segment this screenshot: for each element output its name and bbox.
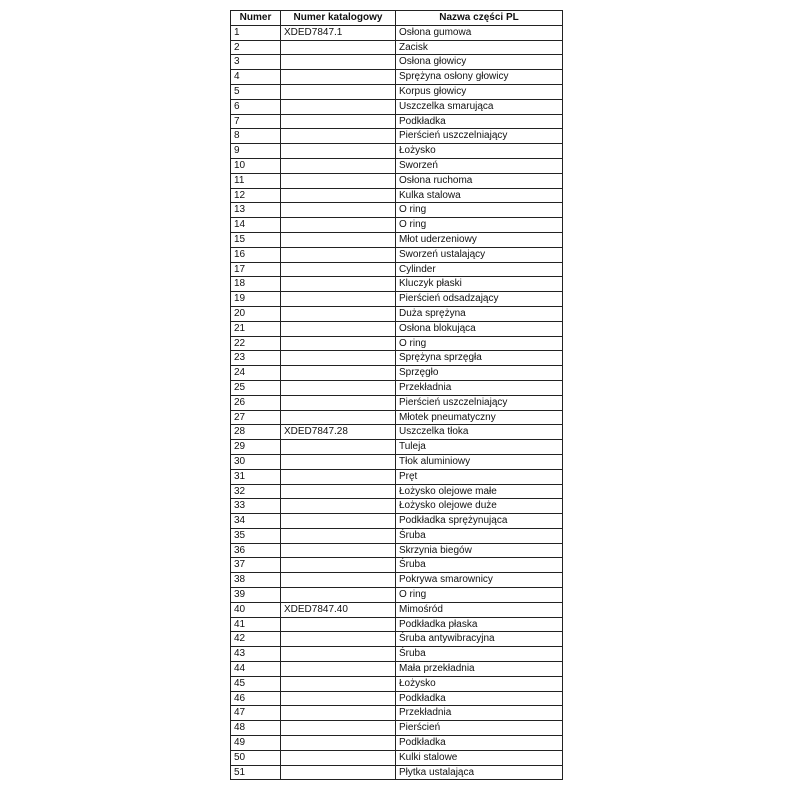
row-number: 29	[231, 440, 281, 455]
row-number: 19	[231, 292, 281, 307]
table-row	[231, 440, 563, 455]
part-name: Podkładka płaska	[396, 617, 563, 632]
part-name: Uszczelka smarująca	[396, 99, 563, 114]
table-row	[231, 484, 563, 499]
table-row	[231, 188, 563, 203]
row-number: 45	[231, 676, 281, 691]
catalog-number	[281, 232, 396, 247]
part-name: Pierścień uszczelniający	[396, 129, 563, 144]
part-name: Duża sprężyna	[396, 306, 563, 321]
table-row	[231, 543, 563, 558]
table-row	[231, 454, 563, 469]
part-name: Pierścień odsadzający	[396, 292, 563, 307]
row-number: 7	[231, 114, 281, 129]
row-number: 35	[231, 528, 281, 543]
part-name: O ring	[396, 588, 563, 603]
row-number: 49	[231, 736, 281, 751]
table-row	[231, 395, 563, 410]
part-name: Tłok aluminiowy	[396, 454, 563, 469]
table-row	[231, 736, 563, 751]
part-name: O ring	[396, 218, 563, 233]
row-number: 4	[231, 70, 281, 85]
part-name: Mała przekładnia	[396, 662, 563, 677]
catalog-number: XDED7847.1	[281, 25, 396, 40]
row-number: 37	[231, 558, 281, 573]
part-name: Podkładka	[396, 114, 563, 129]
row-number: 22	[231, 336, 281, 351]
part-name: Podkładka	[396, 691, 563, 706]
table-row	[231, 351, 563, 366]
catalog-number	[281, 750, 396, 765]
part-name: Tuleja	[396, 440, 563, 455]
table-row	[231, 321, 563, 336]
table-row	[231, 750, 563, 765]
catalog-number	[281, 129, 396, 144]
table-row	[231, 765, 563, 780]
table-row	[231, 676, 563, 691]
table-row	[231, 366, 563, 381]
row-number: 50	[231, 750, 281, 765]
catalog-number	[281, 573, 396, 588]
part-name: Podkładka	[396, 736, 563, 751]
row-number: 17	[231, 262, 281, 277]
catalog-number	[281, 40, 396, 55]
table-row	[231, 232, 563, 247]
part-name: Osłona ruchoma	[396, 173, 563, 188]
row-number: 43	[231, 647, 281, 662]
table-row	[231, 306, 563, 321]
row-number: 44	[231, 662, 281, 677]
table-row	[231, 203, 563, 218]
catalog-number	[281, 366, 396, 381]
part-name: Uszczelka tłoka	[396, 425, 563, 440]
catalog-number	[281, 691, 396, 706]
catalog-number	[281, 484, 396, 499]
table-row	[231, 647, 563, 662]
row-number: 6	[231, 99, 281, 114]
row-number: 21	[231, 321, 281, 336]
catalog-number	[281, 306, 396, 321]
row-number: 51	[231, 765, 281, 780]
row-number: 10	[231, 158, 281, 173]
catalog-number	[281, 543, 396, 558]
catalog-number	[281, 84, 396, 99]
catalog-number	[281, 203, 396, 218]
part-name: Łożysko	[396, 676, 563, 691]
part-name: Kulka stalowa	[396, 188, 563, 203]
row-number: 30	[231, 454, 281, 469]
part-name: Mimośród	[396, 602, 563, 617]
table-row	[231, 114, 563, 129]
row-number: 41	[231, 617, 281, 632]
part-name: Kluczyk płaski	[396, 277, 563, 292]
catalog-number	[281, 676, 396, 691]
part-name: Śruba	[396, 647, 563, 662]
row-number: 3	[231, 55, 281, 70]
table-row	[231, 558, 563, 573]
catalog-number	[281, 144, 396, 159]
table-row	[231, 173, 563, 188]
part-name: Płytka ustalająca	[396, 765, 563, 780]
catalog-number	[281, 70, 396, 85]
catalog-number	[281, 247, 396, 262]
part-name: Śruba	[396, 558, 563, 573]
header-row	[231, 11, 563, 26]
row-number: 14	[231, 218, 281, 233]
part-name: Podkładka sprężynująca	[396, 514, 563, 529]
row-number: 1	[231, 25, 281, 40]
row-number: 27	[231, 410, 281, 425]
row-number: 24	[231, 366, 281, 381]
catalog-number	[281, 188, 396, 203]
row-number: 31	[231, 469, 281, 484]
part-name: Pokrywa smarownicy	[396, 573, 563, 588]
row-number: 16	[231, 247, 281, 262]
catalog-number	[281, 514, 396, 529]
catalog-number	[281, 617, 396, 632]
table-row	[231, 514, 563, 529]
table-row	[231, 55, 563, 70]
part-name: Łożysko olejowe duże	[396, 499, 563, 514]
catalog-number	[281, 114, 396, 129]
table-row	[231, 25, 563, 40]
catalog-number	[281, 632, 396, 647]
table-row	[231, 617, 563, 632]
table-row	[231, 84, 563, 99]
table-row	[231, 469, 563, 484]
part-name: Młot uderzeniowy	[396, 232, 563, 247]
table-row	[231, 662, 563, 677]
catalog-number	[281, 588, 396, 603]
table-row	[231, 129, 563, 144]
catalog-number	[281, 277, 396, 292]
table-row	[231, 691, 563, 706]
row-number: 39	[231, 588, 281, 603]
table-row	[231, 632, 563, 647]
row-number: 12	[231, 188, 281, 203]
row-number: 25	[231, 380, 281, 395]
row-number: 26	[231, 395, 281, 410]
catalog-number	[281, 218, 396, 233]
part-name: Młotek pneumatyczny	[396, 410, 563, 425]
table-row	[231, 144, 563, 159]
part-name: Osłona blokująca	[396, 321, 563, 336]
row-number: 33	[231, 499, 281, 514]
part-name: O ring	[396, 336, 563, 351]
catalog-number	[281, 647, 396, 662]
row-number: 11	[231, 173, 281, 188]
table-row	[231, 158, 563, 173]
catalog-number	[281, 262, 396, 277]
part-name: Łożysko	[396, 144, 563, 159]
table-row	[231, 70, 563, 85]
part-name: Pręt	[396, 469, 563, 484]
part-name: Przekładnia	[396, 380, 563, 395]
catalog-number	[281, 336, 396, 351]
row-number: 2	[231, 40, 281, 55]
table-row	[231, 262, 563, 277]
catalog-number: XDED7847.40	[281, 602, 396, 617]
row-number: 23	[231, 351, 281, 366]
table-row	[231, 277, 563, 292]
row-number: 36	[231, 543, 281, 558]
header-number: Numer	[231, 11, 281, 26]
table-row	[231, 410, 563, 425]
table-row	[231, 380, 563, 395]
catalog-number	[281, 410, 396, 425]
table-row	[231, 588, 563, 603]
catalog-number	[281, 528, 396, 543]
catalog-number	[281, 558, 396, 573]
part-name: Sprężyna osłony głowicy	[396, 70, 563, 85]
catalog-number	[281, 351, 396, 366]
row-number: 13	[231, 203, 281, 218]
row-number: 5	[231, 84, 281, 99]
part-name: Osłona głowicy	[396, 55, 563, 70]
part-name: Zacisk	[396, 40, 563, 55]
catalog-number	[281, 321, 396, 336]
catalog-number	[281, 99, 396, 114]
part-name: Przekładnia	[396, 706, 563, 721]
catalog-number	[281, 706, 396, 721]
row-number: 48	[231, 721, 281, 736]
table-row	[231, 602, 563, 617]
catalog-number	[281, 292, 396, 307]
catalog-number	[281, 662, 396, 677]
catalog-number	[281, 736, 396, 751]
catalog-number	[281, 158, 396, 173]
row-number: 18	[231, 277, 281, 292]
part-name: Korpus głowicy	[396, 84, 563, 99]
row-number: 47	[231, 706, 281, 721]
part-name: Cylinder	[396, 262, 563, 277]
catalog-number	[281, 55, 396, 70]
part-name: Pierścień uszczelniający	[396, 395, 563, 410]
part-name: Śruba antywibracyjna	[396, 632, 563, 647]
row-number: 40	[231, 602, 281, 617]
catalog-number	[281, 440, 396, 455]
part-name: Łożysko olejowe małe	[396, 484, 563, 499]
header-part-name: Nazwa części PL	[396, 11, 563, 26]
table-row	[231, 218, 563, 233]
table-row	[231, 721, 563, 736]
catalog-number	[281, 721, 396, 736]
row-number: 8	[231, 129, 281, 144]
part-name: Sprzęgło	[396, 366, 563, 381]
row-number: 46	[231, 691, 281, 706]
part-name: Osłona gumowa	[396, 25, 563, 40]
row-number: 32	[231, 484, 281, 499]
part-name: Sworzeń	[396, 158, 563, 173]
catalog-number	[281, 454, 396, 469]
row-number: 38	[231, 573, 281, 588]
table-row	[231, 99, 563, 114]
catalog-number: XDED7847.28	[281, 425, 396, 440]
part-name: O ring	[396, 203, 563, 218]
part-name: Skrzynia biegów	[396, 543, 563, 558]
row-number: 20	[231, 306, 281, 321]
part-name: Pierścień	[396, 721, 563, 736]
parts-table	[230, 10, 563, 780]
catalog-number	[281, 469, 396, 484]
catalog-number	[281, 765, 396, 780]
table-row	[231, 40, 563, 55]
table-row	[231, 499, 563, 514]
row-number: 9	[231, 144, 281, 159]
table-row	[231, 706, 563, 721]
table-row	[231, 336, 563, 351]
table-row	[231, 292, 563, 307]
part-name: Sworzeń ustalający	[396, 247, 563, 262]
row-number: 34	[231, 514, 281, 529]
catalog-number	[281, 395, 396, 410]
catalog-number	[281, 380, 396, 395]
header-catalog-number: Numer katalogowy	[281, 11, 396, 26]
catalog-number	[281, 499, 396, 514]
part-name: Sprężyna sprzęgła	[396, 351, 563, 366]
row-number: 42	[231, 632, 281, 647]
part-name: Kulki stalowe	[396, 750, 563, 765]
table-row	[231, 425, 563, 440]
table-row	[231, 528, 563, 543]
catalog-number	[281, 173, 396, 188]
table-row	[231, 247, 563, 262]
part-name: Śruba	[396, 528, 563, 543]
table-row	[231, 573, 563, 588]
row-number: 15	[231, 232, 281, 247]
row-number: 28	[231, 425, 281, 440]
